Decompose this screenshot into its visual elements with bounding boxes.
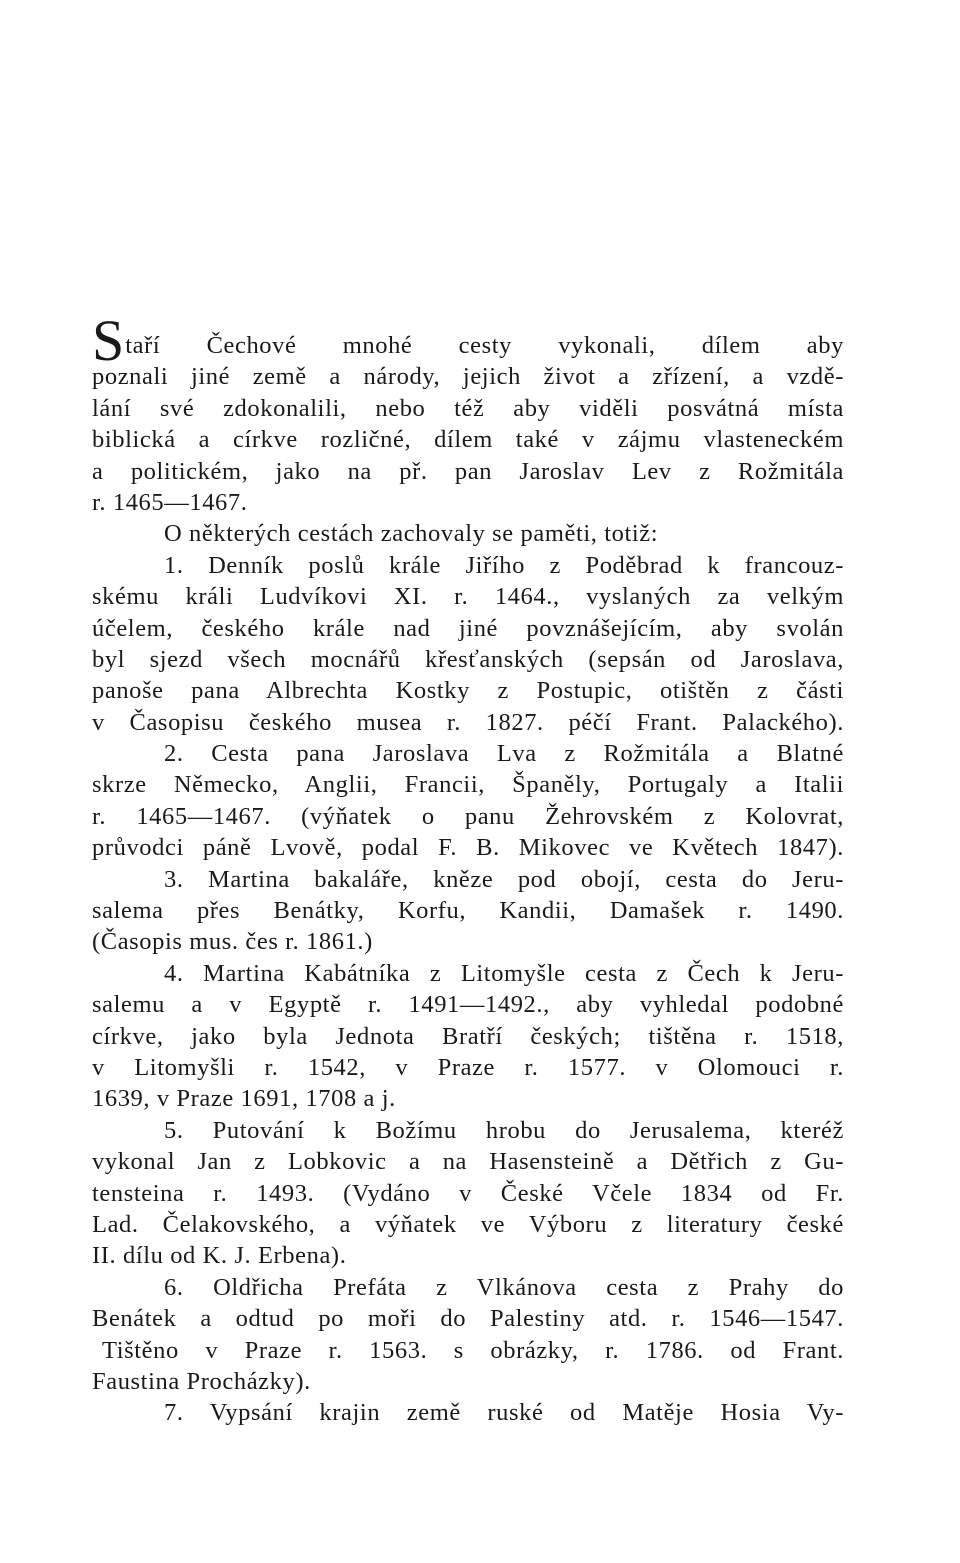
text-line: salemu a v Egyptě r. 1491—1492., aby vyhledal podobné (92, 991, 844, 1019)
text-line: Benátek a odtud po moři do Palestiny atd. r. 1546—1547. (92, 1305, 844, 1333)
opening-line (92, 308, 844, 374)
text-line: Faustina Procházky). (92, 1367, 311, 1395)
text-line: salema přes Benátky, Korfu, Kandii, Damašek r. 1490. (92, 897, 844, 925)
text-line: O některých cestách zachovaly se paměti, totiž: (164, 520, 659, 548)
text-line: církve, jako byla Jednota Bratří českých; tištěna r. 1518, (92, 1022, 844, 1050)
text-line: průvodci páně Lvově, podal F. B. Mikovec ve Květech 1847). (92, 834, 844, 862)
text-line: panoše pana Albrechta Kostky z Postupic, otištěn z části (92, 677, 844, 705)
text-line: lání své zdokonalili, nebo též aby viděli posvátná místa (92, 394, 844, 422)
text-line: r. 1465—1467. (92, 488, 248, 516)
text-line: byl sjezd všech mocnářů křesťanských (sepsán od Jaroslava, (92, 645, 844, 673)
text-line: skému králi Ludvíkovi XI. r. 1464., vyslaných za velkým (92, 583, 844, 611)
text-line: (Časopis mus. čes r. 1861.) (92, 928, 373, 956)
text-line: 2. Cesta pana Jaroslava Lva z Rožmitála a Blatné (164, 740, 844, 768)
opening-line-text: taří Čechové mnohé cesty vykonali, dílem aby (125, 331, 844, 359)
text-line: 4. Martina Kabátníka z Litomyšle cesta z Čech k Jeru- (164, 959, 844, 987)
text-line: účelem, českého krále nad jiné povznášejícím, aby svolán (92, 614, 844, 642)
text-line: a politickém, jako na př. pan Jaroslav Lev z Rožmitála (92, 457, 844, 485)
text-line: v Litomyšli r. 1542, v Praze r. 1577. v Olomouci r. (92, 1053, 844, 1081)
text-line: 7. Vypsání krajin země ruské od Matěje Hosia Vy- (164, 1399, 844, 1427)
text-line: 1. Denník poslů krále Jiřího z Poděbrad k francouz- (164, 551, 844, 579)
text-line: 5. Putování k Božímu hrobu do Jerusalema, kteréž (164, 1116, 844, 1144)
text-line: 6. Oldřicha Prefáta z Vlkánova cesta z Prahy do (164, 1273, 844, 1301)
text-line: 1639, v Praze 1691, 1708 a j. (92, 1085, 396, 1113)
text-line: skrze Německo, Anglii, Francii, Španěly, Portugaly a Italii (92, 771, 844, 799)
text-line: biblická a církve rozličné, dílem také v zájmu vlasteneckém (92, 426, 844, 454)
text-line: tensteina r. 1493. (Vydáno v České Včele 1834 od Fr. (92, 1179, 844, 1207)
page-body (92, 308, 844, 1429)
text-line: r. 1465—1467. (výňatek o panu Žehrovském z Kolovrat, (92, 802, 844, 830)
text-line: 3. Martina bakaláře, kněze pod obojí, cesta do Jeru- (164, 865, 844, 893)
text-line: Tištěno v Praze r. 1563. s obrázky, r. 1786. od Frant. (102, 1336, 844, 1364)
text-line: vykonal Jan z Lobkovic a na Hasensteině a Dětřich z Gu- (92, 1148, 844, 1176)
text-line: Lad. Čelakovského, a výňatek ve Výboru z literatury české (92, 1210, 844, 1238)
drop-cap: S (92, 308, 125, 374)
text-line: II. dílu od K. J. Erbena). (92, 1242, 347, 1270)
text-lines (92, 361, 844, 1428)
text-line: poznali jiné země a národy, jejich život a zřízení, a vzdě- (92, 363, 844, 391)
text-line: v Časopisu českého musea r. 1827. péčí Frant. Palackého). (92, 708, 844, 736)
